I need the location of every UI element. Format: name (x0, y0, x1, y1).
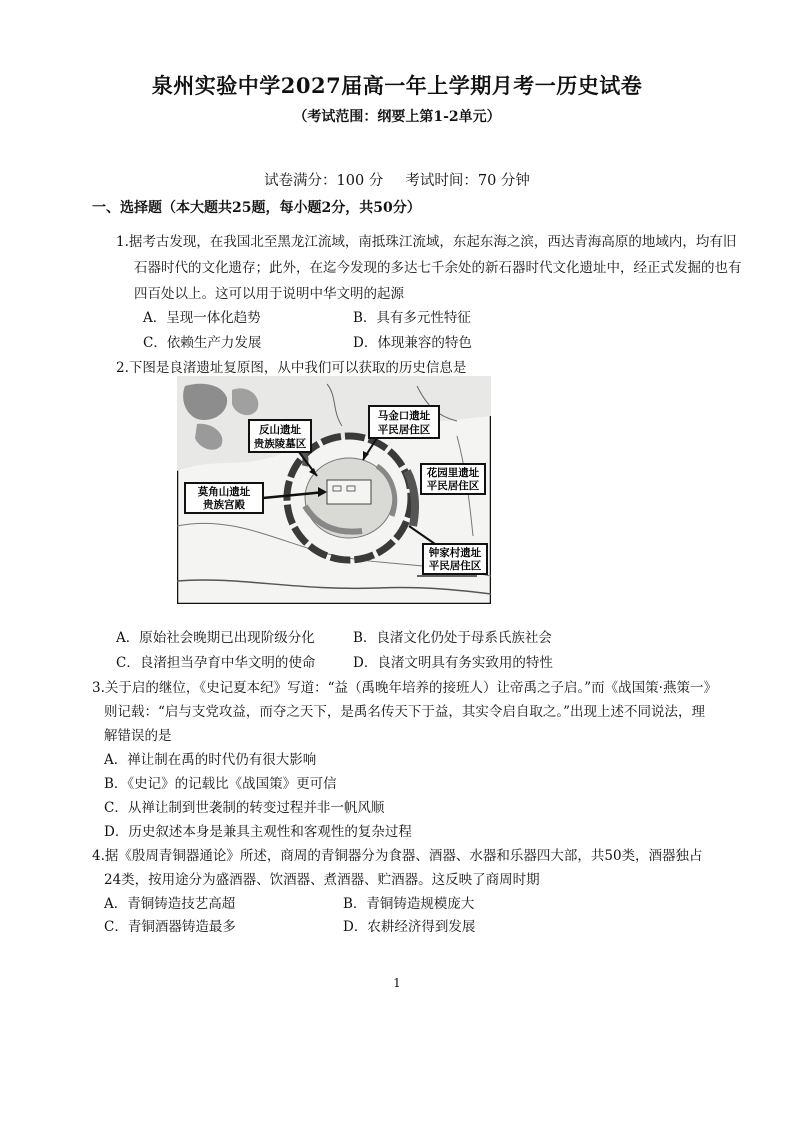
label-huayuanli (421, 464, 485, 494)
question-1-line-3: 四百处以上。这可以用于说明中华文明的起源 (134, 286, 404, 302)
page-number: 1 (393, 976, 401, 990)
label-majiakou (369, 406, 439, 438)
question-3-option-b[interactable]: B．《史记》的记载比《战国策》更可信 (104, 776, 337, 792)
question-1-option-b[interactable]: B．具有多元性特征 (353, 310, 471, 326)
exam-title: 泉州实验中学2027届高一年上学期月考一历史试卷 (151, 73, 643, 98)
mojiaoshan-label-2: 贵族宫殿 (203, 499, 245, 511)
question-1-line-2: 石器时代的文化遗存；此外，在迄今发现的多达七千余处的新石器时代文化遗址中，经正式发掘的也有 (134, 260, 742, 276)
zhongjiacun-label-1: 钟家村遗址 (428, 547, 482, 559)
question-2-option-d[interactable]: D．良渚文明具有务实致用的特性 (353, 655, 553, 671)
question-4-line-2: 24类，按用途分为盛酒器、饮酒器、煮酒器、贮酒器。这反映了商周时期 (104, 872, 540, 888)
exam-time: 考试时间：70 分钟 (405, 173, 530, 189)
fanshan-label-2: 贵族陵墓区 (253, 438, 307, 450)
question-1-option-c[interactable]: C．依赖生产力发展 (143, 335, 262, 351)
question-2-option-a[interactable]: A．原始社会晚期已出现阶级分化 (116, 630, 315, 646)
liangzhu-map-drawing (177, 376, 491, 604)
fanshan-label-1: 反山遗址 (259, 424, 301, 436)
label-zhongjiacun (423, 544, 487, 574)
full-score: 试卷满分：100 分 (264, 173, 384, 189)
question-4-option-b[interactable]: B．青铜铸造规模庞大 (343, 896, 475, 912)
mojiaoshan-label-1: 莫角山遗址 (197, 486, 251, 498)
question-3-line-2: 则记载：“启与支党攻益，而夺之天下，是禹名传天下于益，其实令启自取之。”出现上述不同说法，理 (104, 704, 706, 720)
label-fanshan (249, 420, 311, 452)
question-1-line-1: 1.据考古发现，在我国北至黑龙江流域，南抵珠江流域，东起东海之滨，西达青海高原的地域内，均有旧 (116, 234, 737, 250)
exam-meta (0, 169, 794, 190)
question-1-option-d[interactable]: D．体现兼容的特色 (353, 335, 472, 351)
huayuanli-label-1: 花园里遗址 (426, 467, 480, 479)
question-2-line-1: 2.下图是良渚遗址复原图，从中我们可以获取的历史信息是 (116, 360, 467, 376)
question-3-option-a[interactable]: A．禅让制在禹的时代仍有很大影响 (104, 752, 317, 768)
question-3-option-d[interactable]: D．历史叙述本身是兼具主观性和客观性的复杂过程 (104, 824, 412, 840)
question-2-option-b[interactable]: B．良渚文化仍处于母系氏族社会 (353, 630, 552, 646)
question-4-option-d[interactable]: D．农耕经济得到发展 (343, 919, 476, 935)
question-3-line-3: 解错误的是 (104, 728, 172, 744)
exam-scope: （考试范围：纲要上第1-2单元） (293, 109, 501, 125)
question-4-option-c[interactable]: C．青铜酒器铸造最多 (104, 919, 236, 935)
majiakou-label-2: 平民居住区 (377, 424, 431, 436)
question-3-option-c[interactable]: C．从禅让制到世袭制的转变过程并非一帆风顺 (104, 800, 385, 816)
zhongjiacun-label-2: 平民居住区 (428, 560, 482, 572)
question-1-option-a[interactable]: A．呈现一体化趋势 (143, 310, 261, 326)
liangzhu-site-map (177, 376, 491, 604)
question-2-option-c[interactable]: C．良渚担当孕育中华文明的使命 (116, 655, 316, 671)
question-3-line-1: 3.关于启的继位，《史记夏本纪》写道：“益（禹晚年培养的接班人）让帝禹之子启。”而《战国策·燕策一》 (92, 680, 717, 696)
question-4-line-1: 4.据《殷周青铜器通论》所述，商周的青铜器分为食器、酒器、水器和乐器四大部，共50类，酒器独占 (92, 848, 703, 864)
majiakou-label-1: 马金口遗址 (377, 410, 431, 422)
section-heading: 一、选择题（本大题共25题，每小题2分，共50分） (92, 200, 421, 216)
label-mojiaoshan (185, 483, 263, 513)
huayuanli-label-2: 平民居住区 (426, 480, 480, 492)
question-4-option-a[interactable]: A．青铜铸造技艺高超 (104, 896, 236, 912)
